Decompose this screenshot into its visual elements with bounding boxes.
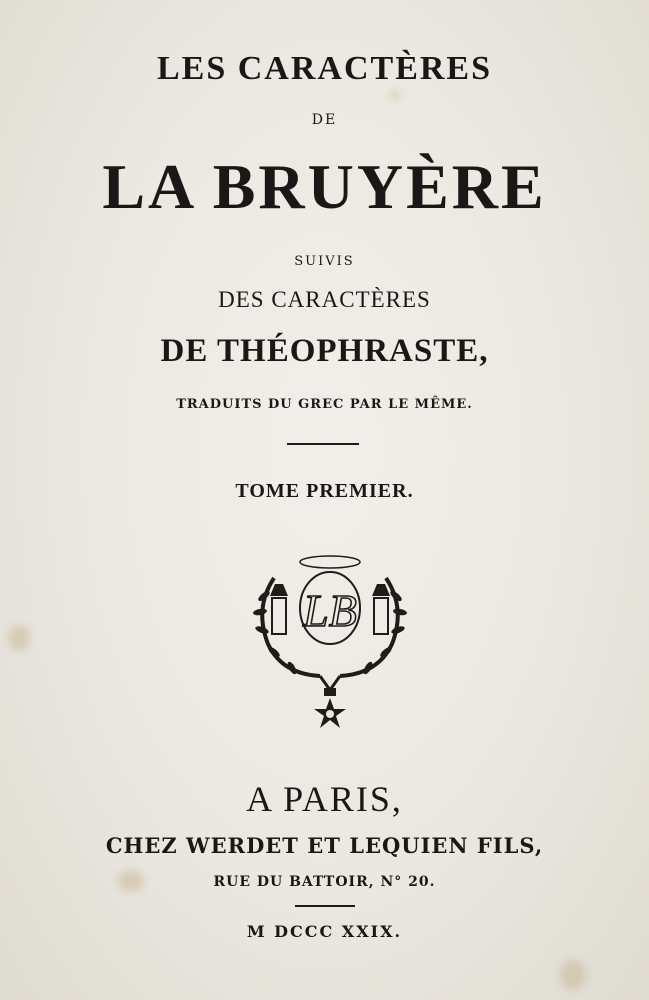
author-name: LA BRUYÈRE xyxy=(102,151,547,222)
volume-label: TOME PREMIER. xyxy=(235,480,414,502)
translator-line: TRADUITS DU GREC PAR LE MÊME. xyxy=(176,397,473,412)
publisher-line: CHEZ WERDET ET LEQUIEN FILS, xyxy=(105,833,544,858)
foxing-stain xyxy=(8,625,30,651)
divider-rule-2 xyxy=(295,905,355,907)
title-line-1: LES CARACTÈRES xyxy=(156,50,493,87)
title-line-4: SUIVIS xyxy=(294,254,355,269)
title-line-2: DE xyxy=(311,112,338,128)
foxing-stain xyxy=(390,90,400,100)
title-line-6: DE THÉOPHRASTE, xyxy=(160,333,489,369)
divider-rule xyxy=(287,443,359,445)
publication-date: M DCCC XXIX. xyxy=(246,922,403,941)
address-line: RUE DU BATTOIR, N° 20. xyxy=(213,874,436,890)
title-line-5: DES CARACTÈRES xyxy=(218,287,431,312)
foxing-stain xyxy=(560,960,586,990)
monogram-wreath-with-order-medal-icon xyxy=(250,548,410,738)
place-of-publication: A PARIS, xyxy=(246,779,403,819)
monogram-letters: LB xyxy=(303,585,357,636)
